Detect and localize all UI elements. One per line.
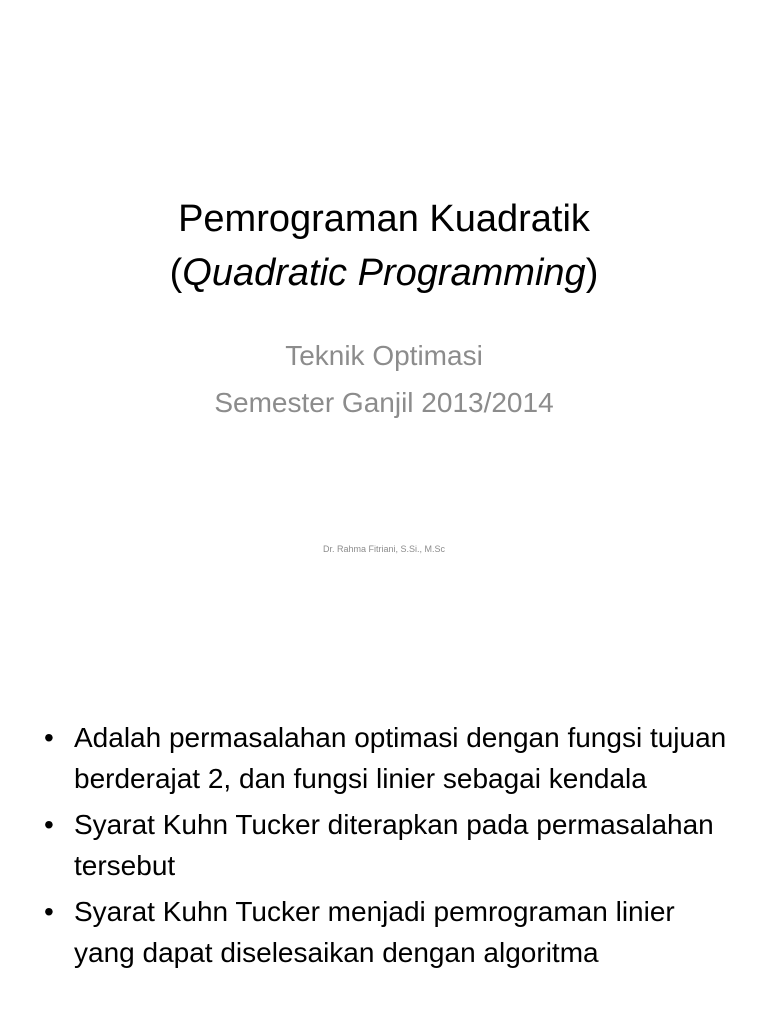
content-slide xyxy=(0,700,768,1024)
title-open-paren: ( xyxy=(169,252,183,294)
bullet-dot-icon: • xyxy=(44,722,54,753)
semester-label: Semester Ganjil 2013/2014 xyxy=(214,387,554,418)
bullet-text: Syarat Kuhn Tucker menjadi pemrograman linier yang dapat diselesaikan dengan algoritma xyxy=(74,896,675,968)
title-line-2 xyxy=(0,246,768,300)
title-english: Quadratic Programming xyxy=(182,252,586,294)
bullet-item xyxy=(0,892,768,973)
title-close-paren: ) xyxy=(585,252,599,294)
author-name: Dr. Rahma Fitriani, S.Si., M.Sc xyxy=(322,544,446,554)
bullet-item xyxy=(0,718,768,799)
bullet-dot-icon: • xyxy=(44,896,54,927)
bullet-list xyxy=(0,718,768,979)
slide-title xyxy=(0,192,768,300)
course-name: Teknik Optimasi xyxy=(285,340,483,371)
slide-subtitle xyxy=(0,332,768,426)
bullet-item xyxy=(0,805,768,886)
title-line-1: Pemrograman Kuadratik xyxy=(178,198,590,240)
bullet-text: Adalah permasalahan optimasi dengan fungsi tujuan berderajat 2, dan fungsi linier sebagai kendala xyxy=(74,722,727,794)
bullet-text: Syarat Kuhn Tucker diterapkan pada permasalahan tersebut xyxy=(74,809,714,881)
bullet-dot-icon: • xyxy=(44,809,54,840)
